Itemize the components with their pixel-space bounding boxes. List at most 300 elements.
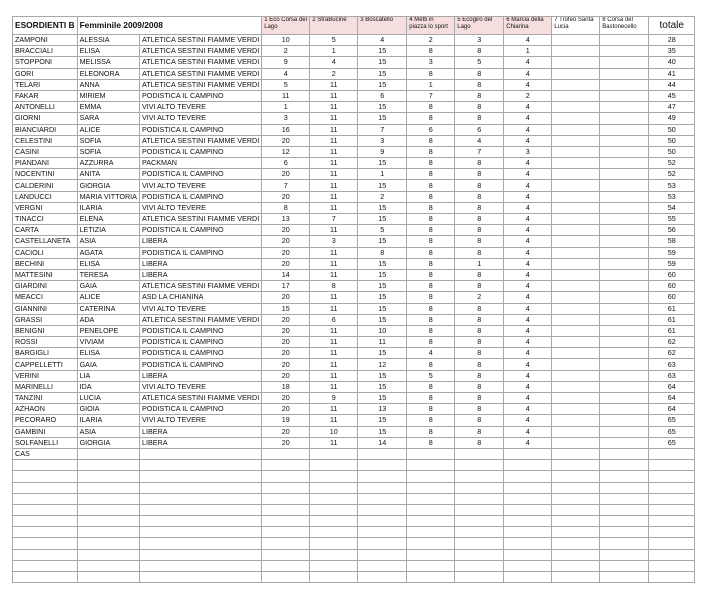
score-cell[interactable]: 8 [407, 269, 455, 280]
club-cell[interactable]: PODISTICA IL CAMPINO [139, 325, 261, 336]
total-cell[interactable]: 64 [649, 404, 695, 415]
score-cell[interactable]: 11 [310, 292, 358, 303]
score-cell[interactable]: 15 [358, 269, 407, 280]
empty-cell[interactable] [77, 504, 139, 515]
total-cell[interactable]: 41 [649, 68, 695, 79]
score-cell[interactable] [552, 269, 600, 280]
name-cell[interactable]: ILARIA [77, 415, 139, 426]
score-cell[interactable] [552, 415, 600, 426]
empty-cell[interactable] [552, 527, 600, 538]
score-cell[interactable]: 8 [407, 146, 455, 157]
score-cell[interactable]: 4 [504, 35, 552, 46]
score-cell[interactable]: 6 [358, 90, 407, 101]
name-cell[interactable]: SOFIA [77, 146, 139, 157]
empty-cell[interactable] [504, 527, 552, 538]
total-cell[interactable]: 54 [649, 202, 695, 213]
score-cell[interactable]: 20 [262, 292, 310, 303]
score-cell[interactable]: 8 [407, 102, 455, 113]
total-cell[interactable]: 60 [649, 292, 695, 303]
empty-cell[interactable] [600, 516, 649, 527]
score-cell[interactable] [552, 90, 600, 101]
score-cell[interactable] [552, 225, 600, 236]
club-cell[interactable]: ATLETICA SESTINI FIAMME VERDI [139, 35, 261, 46]
score-cell[interactable]: 20 [262, 337, 310, 348]
score-cell[interactable] [600, 426, 649, 437]
score-cell[interactable] [600, 124, 649, 135]
total-cell[interactable]: 65 [649, 426, 695, 437]
empty-cell[interactable] [310, 538, 358, 549]
score-cell[interactable] [552, 214, 600, 225]
empty-cell[interactable] [649, 538, 695, 549]
surname-cell[interactable]: PECORARO [13, 415, 78, 426]
club-cell[interactable]: ATLETICA SESTINI FIAMME VERDI [139, 314, 261, 325]
score-cell[interactable]: 20 [262, 258, 310, 269]
name-cell[interactable]: IDA [77, 381, 139, 392]
score-cell[interactable] [552, 292, 600, 303]
empty-cell[interactable] [262, 549, 310, 560]
surname-cell[interactable]: AZHAON [13, 404, 78, 415]
score-cell[interactable]: 15 [358, 214, 407, 225]
club-cell[interactable]: VIVI ALTO TEVERE [139, 381, 261, 392]
surname-cell[interactable]: CELESTINI [13, 135, 78, 146]
score-cell[interactable] [552, 191, 600, 202]
score-cell[interactable] [552, 202, 600, 213]
empty-cell[interactable] [139, 493, 261, 504]
score-cell[interactable]: 15 [262, 303, 310, 314]
empty-cell[interactable] [310, 471, 358, 482]
club-cell[interactable]: ATLETICA SESTINI FIAMME VERDI [139, 281, 261, 292]
score-cell[interactable]: 8 [455, 426, 504, 437]
total-cell[interactable] [649, 448, 695, 459]
club-cell[interactable]: VIVI ALTO TEVERE [139, 202, 261, 213]
score-cell[interactable]: 1 [310, 46, 358, 57]
empty-cell[interactable] [139, 572, 261, 583]
empty-cell[interactable] [504, 504, 552, 515]
score-cell[interactable]: 14 [262, 269, 310, 280]
surname-cell[interactable]: TELARI [13, 79, 78, 90]
score-cell[interactable]: 4 [504, 404, 552, 415]
score-cell[interactable]: 15 [358, 314, 407, 325]
score-cell[interactable]: 8 [407, 426, 455, 437]
surname-cell[interactable]: STOPPONI [13, 57, 78, 68]
score-cell[interactable]: 15 [358, 236, 407, 247]
surname-cell[interactable]: GIARDINI [13, 281, 78, 292]
empty-cell[interactable] [13, 527, 78, 538]
empty-cell[interactable] [455, 460, 504, 471]
club-cell[interactable]: ATLETICA SESTINI FIAMME VERDI [139, 393, 261, 404]
score-cell[interactable]: 4 [504, 381, 552, 392]
score-cell[interactable]: 8 [455, 437, 504, 448]
total-cell[interactable]: 61 [649, 303, 695, 314]
empty-cell[interactable] [13, 549, 78, 560]
score-cell[interactable]: 6 [455, 124, 504, 135]
empty-cell[interactable] [310, 493, 358, 504]
empty-cell[interactable] [262, 527, 310, 538]
score-cell[interactable]: 4 [504, 292, 552, 303]
surname-cell[interactable]: CASINI [13, 146, 78, 157]
empty-cell[interactable] [649, 572, 695, 583]
score-cell[interactable]: 4 [504, 426, 552, 437]
name-cell[interactable]: ASIA [77, 236, 139, 247]
surname-cell[interactable]: TINACCI [13, 214, 78, 225]
surname-cell[interactable]: BIANCIARDI [13, 124, 78, 135]
surname-cell[interactable]: CAPPELLETTI [13, 359, 78, 370]
score-cell[interactable] [552, 448, 600, 459]
empty-cell[interactable] [455, 516, 504, 527]
score-cell[interactable]: 15 [358, 426, 407, 437]
name-cell[interactable]: GIORGIA [77, 180, 139, 191]
score-cell[interactable]: 9 [358, 146, 407, 157]
score-cell[interactable]: 8 [455, 236, 504, 247]
score-cell[interactable]: 8 [407, 68, 455, 79]
empty-cell[interactable] [504, 572, 552, 583]
empty-cell[interactable] [77, 460, 139, 471]
score-cell[interactable]: 11 [310, 258, 358, 269]
score-cell[interactable]: 4 [504, 57, 552, 68]
empty-cell[interactable] [649, 460, 695, 471]
club-cell[interactable]: PODISTICA IL CAMPINO [139, 191, 261, 202]
score-cell[interactable]: 17 [262, 281, 310, 292]
surname-cell[interactable]: VERINI [13, 370, 78, 381]
empty-cell[interactable] [504, 471, 552, 482]
name-cell[interactable]: GIORGIA [77, 437, 139, 448]
score-cell[interactable]: 4 [504, 281, 552, 292]
surname-cell[interactable]: CARTA [13, 225, 78, 236]
score-cell[interactable]: 8 [455, 79, 504, 90]
score-cell[interactable]: 5 [407, 370, 455, 381]
race-header-cell[interactable]: 2 StraBucine [310, 17, 358, 35]
name-cell[interactable]: ELEONORA [77, 68, 139, 79]
score-cell[interactable]: 9 [310, 393, 358, 404]
club-cell[interactable]: ATLETICA SESTINI FIAMME VERDI [139, 46, 261, 57]
club-cell[interactable]: ATLETICA SESTINI FIAMME VERDI [139, 68, 261, 79]
name-cell[interactable]: ANNA [77, 79, 139, 90]
empty-cell[interactable] [77, 482, 139, 493]
score-cell[interactable]: 20 [262, 426, 310, 437]
score-cell[interactable]: 8 [407, 180, 455, 191]
score-cell[interactable] [552, 281, 600, 292]
score-cell[interactable] [600, 325, 649, 336]
score-cell[interactable]: 13 [358, 404, 407, 415]
total-cell[interactable]: 45 [649, 90, 695, 101]
surname-cell[interactable]: BECHINI [13, 258, 78, 269]
score-cell[interactable]: 1 [358, 169, 407, 180]
empty-cell[interactable] [262, 471, 310, 482]
score-cell[interactable] [600, 146, 649, 157]
empty-cell[interactable] [504, 460, 552, 471]
score-cell[interactable]: 8 [455, 359, 504, 370]
empty-cell[interactable] [77, 572, 139, 583]
score-cell[interactable]: 8 [407, 314, 455, 325]
empty-cell[interactable] [504, 549, 552, 560]
total-cell[interactable]: 28 [649, 35, 695, 46]
empty-cell[interactable] [310, 460, 358, 471]
empty-cell[interactable] [552, 460, 600, 471]
surname-cell[interactable]: ANTONELLI [13, 102, 78, 113]
score-cell[interactable]: 15 [358, 393, 407, 404]
surname-cell[interactable]: GORI [13, 68, 78, 79]
empty-cell[interactable] [600, 549, 649, 560]
surname-cell[interactable]: CACIOLI [13, 247, 78, 258]
club-cell[interactable]: VIVI ALTO TEVERE [139, 303, 261, 314]
score-cell[interactable] [600, 258, 649, 269]
score-cell[interactable]: 20 [262, 314, 310, 325]
score-cell[interactable] [552, 180, 600, 191]
score-cell[interactable]: 4 [407, 348, 455, 359]
name-cell[interactable]: LIA [77, 370, 139, 381]
empty-cell[interactable] [407, 549, 455, 560]
score-cell[interactable]: 8 [455, 314, 504, 325]
score-cell[interactable]: 11 [310, 202, 358, 213]
surname-cell[interactable]: BRACCIALI [13, 46, 78, 57]
score-cell[interactable]: 20 [262, 169, 310, 180]
score-cell[interactable]: 6 [407, 124, 455, 135]
name-cell[interactable]: ELISA [77, 348, 139, 359]
name-cell[interactable]: ELISA [77, 46, 139, 57]
score-cell[interactable]: 11 [262, 90, 310, 101]
club-cell[interactable]: LIBERA [139, 258, 261, 269]
score-cell[interactable]: 1 [455, 258, 504, 269]
score-cell[interactable]: 11 [310, 102, 358, 113]
score-cell[interactable]: 10 [262, 35, 310, 46]
score-cell[interactable]: 11 [310, 124, 358, 135]
total-cell[interactable]: 62 [649, 348, 695, 359]
score-cell[interactable]: 2 [455, 292, 504, 303]
score-cell[interactable]: 11 [310, 158, 358, 169]
score-cell[interactable] [552, 437, 600, 448]
score-cell[interactable]: 7 [455, 146, 504, 157]
empty-cell[interactable] [13, 560, 78, 571]
empty-cell[interactable] [504, 560, 552, 571]
name-cell[interactable]: TERESA [77, 269, 139, 280]
score-cell[interactable]: 8 [407, 214, 455, 225]
score-cell[interactable]: 8 [455, 225, 504, 236]
score-cell[interactable]: 11 [310, 146, 358, 157]
empty-cell[interactable] [649, 516, 695, 527]
surname-cell[interactable]: VERGNI [13, 202, 78, 213]
name-cell[interactable]: GAIA [77, 359, 139, 370]
surname-cell[interactable]: BARGIGLI [13, 348, 78, 359]
score-cell[interactable] [600, 214, 649, 225]
empty-cell[interactable] [455, 504, 504, 515]
score-cell[interactable] [600, 303, 649, 314]
empty-cell[interactable] [455, 549, 504, 560]
score-cell[interactable] [600, 202, 649, 213]
score-cell[interactable] [552, 35, 600, 46]
score-cell[interactable]: 8 [407, 191, 455, 202]
empty-cell[interactable] [649, 493, 695, 504]
score-cell[interactable]: 8 [407, 292, 455, 303]
score-cell[interactable]: 8 [407, 337, 455, 348]
score-cell[interactable]: 8 [455, 169, 504, 180]
score-cell[interactable] [552, 381, 600, 392]
club-cell[interactable]: ATLETICA SESTINI FIAMME VERDI [139, 135, 261, 146]
name-cell[interactable]: GAIA [77, 281, 139, 292]
surname-cell[interactable]: GAMBINI [13, 426, 78, 437]
score-cell[interactable]: 8 [407, 281, 455, 292]
score-cell[interactable] [600, 337, 649, 348]
name-cell[interactable]: ALICE [77, 124, 139, 135]
score-cell[interactable]: 11 [310, 348, 358, 359]
score-cell[interactable] [552, 359, 600, 370]
empty-cell[interactable] [77, 493, 139, 504]
name-cell[interactable]: MELISSA [77, 57, 139, 68]
score-cell[interactable] [600, 90, 649, 101]
score-cell[interactable] [600, 281, 649, 292]
score-cell[interactable]: 8 [455, 90, 504, 101]
score-cell[interactable]: 8 [455, 370, 504, 381]
empty-cell[interactable] [77, 538, 139, 549]
empty-cell[interactable] [407, 572, 455, 583]
score-cell[interactable]: 8 [407, 258, 455, 269]
score-cell[interactable]: 11 [310, 381, 358, 392]
score-cell[interactable]: 3 [310, 236, 358, 247]
name-cell[interactable]: LETIZIA [77, 225, 139, 236]
score-cell[interactable]: 8 [455, 191, 504, 202]
score-cell[interactable]: 4 [504, 102, 552, 113]
score-cell[interactable] [600, 191, 649, 202]
surname-cell[interactable]: MEACCI [13, 292, 78, 303]
empty-cell[interactable] [358, 560, 407, 571]
empty-cell[interactable] [649, 527, 695, 538]
club-cell[interactable]: PODISTICA IL CAMPINO [139, 359, 261, 370]
score-cell[interactable]: 8 [407, 437, 455, 448]
empty-cell[interactable] [649, 560, 695, 571]
score-cell[interactable] [552, 404, 600, 415]
score-cell[interactable] [600, 158, 649, 169]
score-cell[interactable]: 1 [262, 102, 310, 113]
empty-cell[interactable] [407, 471, 455, 482]
empty-cell[interactable] [600, 572, 649, 583]
score-cell[interactable] [600, 370, 649, 381]
empty-cell[interactable] [13, 482, 78, 493]
score-cell[interactable]: 4 [504, 214, 552, 225]
score-cell[interactable] [600, 247, 649, 258]
score-cell[interactable]: 11 [310, 113, 358, 124]
race-header-cell[interactable]: 8 Corsa del Bastonecello [600, 17, 649, 35]
empty-cell[interactable] [139, 549, 261, 560]
empty-cell[interactable] [407, 560, 455, 571]
score-cell[interactable] [600, 46, 649, 57]
score-cell[interactable]: 7 [407, 90, 455, 101]
score-cell[interactable]: 7 [358, 124, 407, 135]
empty-cell[interactable] [407, 460, 455, 471]
score-cell[interactable]: 4 [504, 180, 552, 191]
score-cell[interactable] [552, 46, 600, 57]
empty-cell[interactable] [358, 516, 407, 527]
total-cell[interactable]: 50 [649, 146, 695, 157]
score-cell[interactable]: 15 [358, 102, 407, 113]
empty-cell[interactable] [358, 460, 407, 471]
empty-cell[interactable] [407, 493, 455, 504]
name-cell[interactable]: PENELOPE [77, 325, 139, 336]
club-cell[interactable]: ASD LA CHIANINA [139, 292, 261, 303]
club-cell[interactable]: VIVI ALTO TEVERE [139, 180, 261, 191]
score-cell[interactable] [600, 314, 649, 325]
score-cell[interactable]: 4 [504, 359, 552, 370]
score-cell[interactable] [600, 269, 649, 280]
total-cell[interactable]: 63 [649, 370, 695, 381]
score-cell[interactable]: 11 [310, 325, 358, 336]
score-cell[interactable] [600, 68, 649, 79]
score-cell[interactable]: 8 [407, 225, 455, 236]
empty-cell[interactable] [552, 538, 600, 549]
score-cell[interactable]: 4 [504, 393, 552, 404]
race-header-cell[interactable]: 1 Eco Corsa del Lago [262, 17, 310, 35]
score-cell[interactable] [552, 348, 600, 359]
score-cell[interactable]: 3 [407, 57, 455, 68]
score-cell[interactable]: 4 [504, 370, 552, 381]
score-cell[interactable]: 12 [262, 146, 310, 157]
score-cell[interactable]: 11 [310, 404, 358, 415]
score-cell[interactable] [552, 393, 600, 404]
name-cell[interactable]: GIOIA [77, 404, 139, 415]
score-cell[interactable]: 10 [310, 426, 358, 437]
score-cell[interactable]: 12 [358, 359, 407, 370]
empty-cell[interactable] [13, 504, 78, 515]
score-cell[interactable]: 11 [310, 337, 358, 348]
score-cell[interactable]: 11 [358, 337, 407, 348]
score-cell[interactable]: 15 [358, 202, 407, 213]
score-cell[interactable]: 8 [455, 68, 504, 79]
score-cell[interactable] [552, 158, 600, 169]
empty-cell[interactable] [552, 560, 600, 571]
name-cell[interactable]: ELENA [77, 214, 139, 225]
empty-cell[interactable] [552, 504, 600, 515]
club-cell[interactable]: ATLETICA SESTINI FIAMME VERDI [139, 79, 261, 90]
score-cell[interactable]: 4 [504, 437, 552, 448]
empty-cell[interactable] [139, 516, 261, 527]
club-cell[interactable]: PODISTICA IL CAMPINO [139, 337, 261, 348]
empty-cell[interactable] [310, 549, 358, 560]
race-header-cell[interactable]: 7 Trofeo Santa Lucia [552, 17, 600, 35]
score-cell[interactable]: 11 [310, 180, 358, 191]
score-cell[interactable] [552, 146, 600, 157]
score-cell[interactable]: 8 [455, 214, 504, 225]
score-cell[interactable]: 20 [262, 370, 310, 381]
score-cell[interactable] [552, 314, 600, 325]
score-cell[interactable]: 20 [262, 135, 310, 146]
race-header-cell[interactable]: 5 Ecogiro del Lago [455, 17, 504, 35]
empty-cell[interactable] [407, 504, 455, 515]
total-cell[interactable]: 60 [649, 281, 695, 292]
score-cell[interactable]: 8 [455, 113, 504, 124]
score-cell[interactable]: 20 [262, 348, 310, 359]
header-category-cell[interactable]: ESORDIENTI B [13, 17, 78, 35]
empty-cell[interactable] [262, 516, 310, 527]
empty-cell[interactable] [504, 493, 552, 504]
surname-cell[interactable]: SOLFANELLI [13, 437, 78, 448]
score-cell[interactable]: 4 [310, 57, 358, 68]
empty-cell[interactable] [310, 482, 358, 493]
empty-cell[interactable] [649, 482, 695, 493]
score-cell[interactable]: 20 [262, 359, 310, 370]
score-cell[interactable] [552, 57, 600, 68]
score-cell[interactable]: 15 [358, 158, 407, 169]
score-cell[interactable]: 8 [407, 236, 455, 247]
score-cell[interactable] [552, 68, 600, 79]
score-cell[interactable]: 4 [358, 35, 407, 46]
score-cell[interactable]: 15 [358, 381, 407, 392]
score-cell[interactable]: 4 [504, 258, 552, 269]
score-cell[interactable] [552, 135, 600, 146]
score-cell[interactable]: 4 [504, 225, 552, 236]
score-cell[interactable]: 4 [262, 68, 310, 79]
empty-cell[interactable] [262, 504, 310, 515]
name-cell[interactable]: ELISA [77, 258, 139, 269]
name-cell[interactable]: ADA [77, 314, 139, 325]
score-cell[interactable]: 8 [455, 348, 504, 359]
